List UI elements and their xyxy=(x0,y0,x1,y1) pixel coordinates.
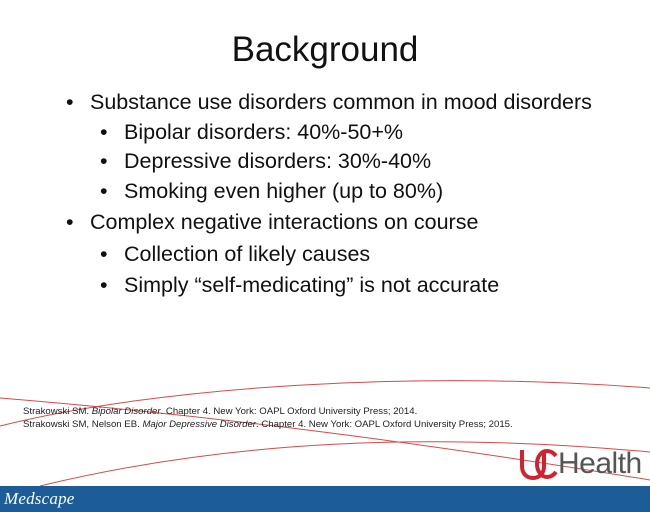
reference-rest: . Chapter 4. New York: OAPL Oxford University Press; 2014. xyxy=(160,406,418,417)
reference-line xyxy=(23,406,623,419)
bullet-item xyxy=(100,177,444,205)
references xyxy=(23,406,623,431)
bullet-dot-icon: • xyxy=(66,90,74,114)
uc-mark-icon xyxy=(518,446,558,482)
slide-title: Background xyxy=(231,30,419,69)
logo-text: Health xyxy=(558,447,642,480)
uc-health-logo xyxy=(518,446,642,482)
reference-book: Major Depressive Disorder xyxy=(142,418,256,430)
bullet-text: Substance use disorders common in mood disorders xyxy=(90,90,592,114)
bullet-dot-icon: • xyxy=(100,149,108,173)
bullet-text: Simply “self-medicating” is not accurate xyxy=(124,273,500,297)
bullet-item xyxy=(66,88,592,116)
bullet-dot-icon: • xyxy=(100,120,108,144)
bullet-item xyxy=(100,271,500,299)
bullet-dot-icon: • xyxy=(100,179,108,203)
bullet-text: Bipolar disorders: 40%-50+% xyxy=(124,120,404,144)
footer-bar xyxy=(0,486,650,512)
reference-author: Strakowski SM, Nelson EB. xyxy=(23,418,143,430)
bullet-item xyxy=(100,240,371,268)
bullet-text: Complex negative interactions on course xyxy=(90,210,479,234)
reference-line xyxy=(23,419,623,432)
bullet-dot-icon: • xyxy=(66,210,74,234)
bullet-dot-icon: • xyxy=(100,242,108,266)
reference-book: Bipolar Disorder xyxy=(91,406,161,417)
medscape-logo: Medscape xyxy=(4,489,75,508)
bullet-item xyxy=(66,208,479,236)
bullet-item xyxy=(100,147,432,175)
bullet-text: Depressive disorders: 30%-40% xyxy=(124,149,432,173)
bullet-item xyxy=(100,118,404,146)
reference-rest: . Chapter 4. New York: OAPL Oxford University Press; 2015. xyxy=(256,418,513,430)
bullet-dot-icon: • xyxy=(100,273,108,297)
bullet-text: Smoking even higher (up to 80%) xyxy=(124,179,444,203)
reference-author: Strakowski SM. xyxy=(23,406,92,417)
bullet-text: Collection of likely causes xyxy=(124,242,371,266)
